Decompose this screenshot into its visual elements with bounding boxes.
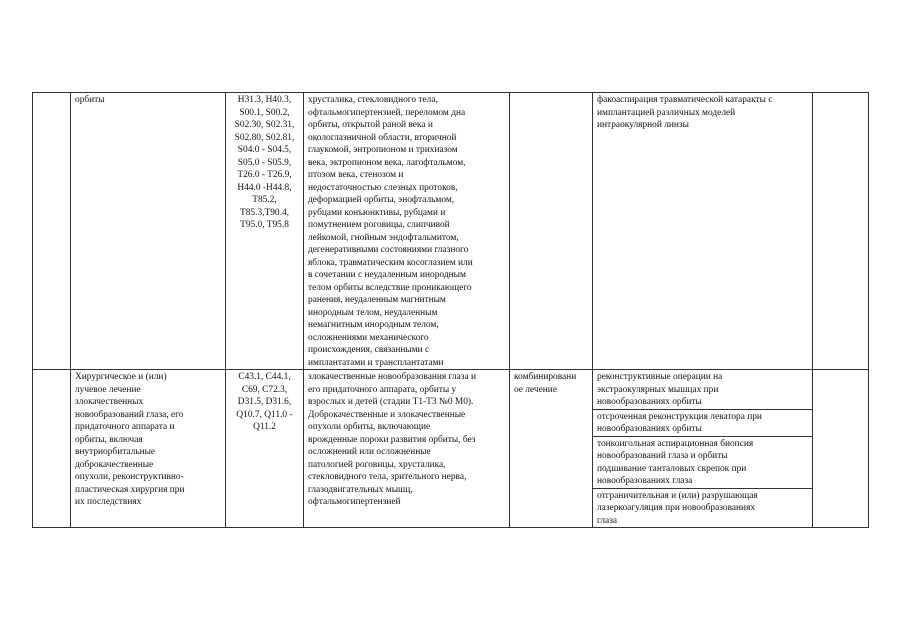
text-line: его придаточного аппарата, орбиты у xyxy=(308,384,457,395)
text-line: новообразованиях орбиты xyxy=(597,424,702,434)
text-line: осложнениями механического xyxy=(308,332,429,343)
text-line: стекловидного тела, зрительного нерва, xyxy=(308,472,467,482)
text-line: птозом века, стенозом и xyxy=(308,170,404,180)
patient-model-cell xyxy=(304,93,510,370)
group-cell xyxy=(33,93,71,370)
text-line: глаукомой, энтропионом и трихиазом xyxy=(308,145,458,155)
text-line: придаточного аппарата и xyxy=(75,422,175,432)
disease-cell xyxy=(71,370,226,528)
text-line: века, эктропионом века, лагофтальмом, xyxy=(308,157,466,168)
procedure-item xyxy=(593,370,812,410)
text-line: H31.3, H40.3, xyxy=(237,95,292,105)
text-line: опухоли, реконструктивно- xyxy=(75,472,184,482)
treatment-type-cell xyxy=(510,370,593,528)
text-line: экстраокулярных мышцах при xyxy=(597,384,719,395)
text-line: H44.0 -H44.8, xyxy=(237,182,292,193)
text-line: недостаточностью слезных протоков, xyxy=(308,182,458,193)
patient-model-cell xyxy=(304,370,510,528)
text-line: S02.30, S02.31, xyxy=(234,120,295,130)
text-line: злокачественных xyxy=(75,397,144,407)
last-cell xyxy=(813,93,869,370)
text-line: подшивание танталовых скрепок при xyxy=(597,463,747,474)
table-body xyxy=(33,93,869,528)
text-line: взрослых и детей (стадии T1-T3 №0 M0). xyxy=(308,397,474,407)
table-row xyxy=(33,93,869,370)
disease-cell xyxy=(71,93,226,370)
text-line: внутриорбитальные xyxy=(75,447,156,457)
text-line: глазодвигательных мышц, xyxy=(308,484,413,495)
text-line: интраокулярной линзы xyxy=(597,120,689,130)
text-line: Q11.2 xyxy=(253,422,276,432)
text-line: комбинировани xyxy=(514,372,577,382)
text-line: помутнением роговицы, слипчивой xyxy=(308,220,450,230)
text-line: инородным телом, неудаленным xyxy=(308,307,438,318)
text-line: отсроченная реконструкция леватора при xyxy=(597,411,762,422)
text-line: яблока, травматическим косоглазием или xyxy=(308,257,473,268)
text-line: врожденные пороки развития орбиты, без xyxy=(308,434,476,445)
text-line: орбиты, включая xyxy=(75,434,143,445)
text-line: C43.1, C44.1, xyxy=(238,372,291,382)
text-line: тонкоигольная аспирационная биопсия xyxy=(597,438,754,449)
text-line: происхождения, связанными с xyxy=(308,345,430,355)
procedures-cell xyxy=(593,93,813,370)
procedures-cell xyxy=(593,370,813,528)
text-line: T26.0 - T26.9, xyxy=(237,170,292,180)
text-line: глаза xyxy=(597,515,618,526)
text-line: телом орбиты вследствие проникающего xyxy=(308,282,472,293)
text-line: реконструктивные операции на xyxy=(597,372,723,382)
text-line: Q10.7, Q11.0 - xyxy=(236,409,293,420)
table-row xyxy=(33,370,869,528)
text-line: их последствиях xyxy=(75,497,142,507)
text-line: офтальмогипертензией, переломом дна xyxy=(308,107,466,118)
text-line: лазеркоагуляция при новообразованиях xyxy=(597,503,756,513)
group-cell xyxy=(33,370,71,528)
text-line: доброкачественные xyxy=(75,459,154,470)
text-line: Хирургическое и (или) xyxy=(75,372,167,382)
text-line: ое лечение xyxy=(514,384,557,395)
text-line: орбиты xyxy=(75,95,105,105)
text-line: факоаспирация травматической катаракты с xyxy=(597,95,773,105)
text-line: новообразованиях орбиты xyxy=(597,397,702,407)
text-line: окологлазничной области, вторичной xyxy=(308,132,457,143)
text-line: дегенеративными состояниями глазного xyxy=(308,245,469,255)
text-line: D31.5, D31.6, xyxy=(237,397,292,407)
text-line: новообразований глаза и орбиты xyxy=(597,451,728,461)
text-line: Доброкачественные и злокачественные xyxy=(308,409,466,420)
text-line: деформацией орбиты, энофтальмом, xyxy=(308,195,455,205)
text-line: T85.2, xyxy=(252,195,277,205)
text-line: отграничительная и (или) разрушающая xyxy=(597,490,758,501)
text-line: T95.0, T95.8 xyxy=(240,220,289,230)
text-line: патологией роговицы, хрусталика, xyxy=(308,459,446,470)
last-cell xyxy=(813,370,869,528)
procedure-item xyxy=(593,93,812,132)
text-line: в сочетании с неудаленным инородным xyxy=(308,270,466,280)
text-line: имплантацией различных моделей xyxy=(597,107,736,118)
treatment-type-cell xyxy=(510,93,593,370)
codes-cell xyxy=(226,93,304,370)
text-line: S05.0 - S05.9, xyxy=(237,157,292,168)
text-line: опухоли орбиты, включающие xyxy=(308,422,431,432)
text-line: имплантатами и трансплантатами xyxy=(308,357,444,368)
text-line: новообразований глаза, его xyxy=(75,409,184,420)
text-line: S00.1, S00.2, xyxy=(239,107,290,118)
procedure-item xyxy=(593,437,812,489)
text-line: лучевое лечение xyxy=(75,384,141,395)
text-line: осложнений или осложненные xyxy=(308,447,431,457)
text-line: T85.3,T90.4, xyxy=(240,207,289,218)
text-line: S02.80, S02.81, xyxy=(234,132,295,143)
text-line: ранения, неудаленным магнитным xyxy=(308,295,446,305)
text-line: немагнитным инородным телом, xyxy=(308,320,439,330)
text-line: офтальмогипертензией xyxy=(308,497,401,507)
text-line: хрусталика, стекловидного тела, xyxy=(308,95,438,105)
text-line: C69, C72.3, xyxy=(241,384,288,395)
codes-cell xyxy=(226,370,304,528)
text-line: рубцами конъюнктивы, рубцами и xyxy=(308,207,446,218)
procedure-item xyxy=(593,489,812,528)
procedure-item xyxy=(593,410,812,437)
medical-table xyxy=(32,92,869,528)
text-line: злокачественные новообразования глаза и xyxy=(308,372,476,382)
text-line: S04.0 - S04.5, xyxy=(237,145,292,155)
text-line: лейкомой, гнойным эндофтальмитом, xyxy=(308,232,459,243)
text-line: орбиты, открытой раной века и xyxy=(308,120,433,130)
text-line: пластическая хирургия при xyxy=(75,484,185,495)
text-line: новообразованиях глаза xyxy=(597,476,693,486)
